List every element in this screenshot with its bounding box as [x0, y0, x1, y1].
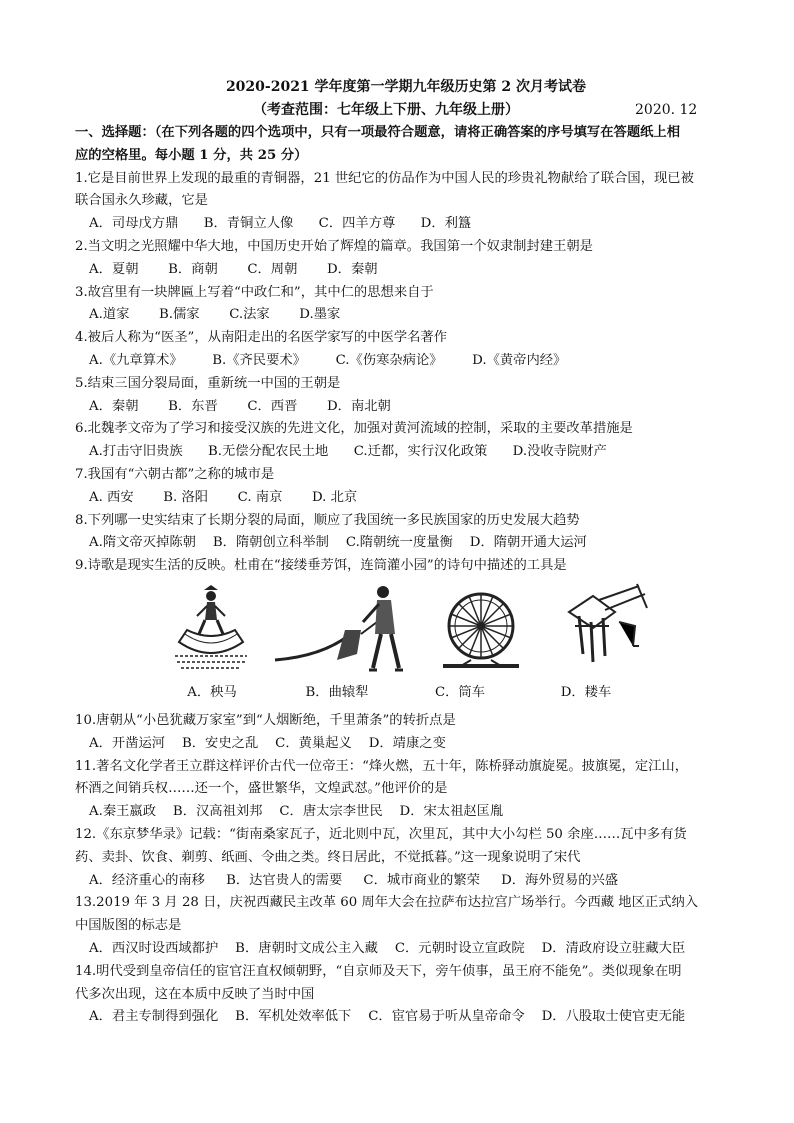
- question-options: A. 西安 B. 洛阳 C. 南京 D. 北京: [89, 489, 358, 505]
- question-stem: 8.下列哪一史实结束了长期分裂的局面，顺应了我国统一多民族国家的历史发展大趋势: [75, 512, 580, 528]
- section-heading-line: 一、选择题：（在下列各题的四个选项中，只有一项最符合题意，请将正确答案的序号填写在答题纸上相: [75, 125, 681, 140]
- section-heading-line: 应的空格里。每小题 1 分，共 25 分）: [75, 147, 308, 163]
- question-stem: 中国版图的标志是: [75, 918, 182, 934]
- q9-image-c: [441, 582, 521, 677]
- question-options: A.秦王嬴政 B．汉高祖刘邦 C．唐太宗李世民 D．宋太祖赵匡胤: [89, 804, 504, 820]
- question: [75, 236, 725, 282]
- exam-title: 2020-2021 学年度第一学期九年级历史第 2 次月考试卷: [225, 79, 587, 95]
- question-stem: 11.著名文化学者王立群这样评价古代一位帝王：“烽火燃，五十年，陈桥驿动旗旋冕。披旗冕，定江山，: [75, 758, 689, 774]
- question-stem: 7.我国有“六朝古都”之称的城市是: [75, 466, 275, 482]
- question-stem: 14.明代受到皇帝信任的宦官汪直权倾朝野，“自京师及天下，旁午侦事，虽王府不能免”。类似现象在明: [75, 963, 682, 979]
- question-options: A．夏朝 B．商朝 C．周朝 D．秦朝: [89, 261, 378, 277]
- question-stem: 10.唐朝从“小邑犹藏万家室”到“人烟断绝，千里萧条”的转折点是: [75, 712, 456, 728]
- question: [75, 824, 725, 892]
- question-stem: 联合国永久珍藏，它是: [75, 193, 208, 209]
- question-stem: 12.《东京梦华录》记载：“街南桑家瓦子，近北则中瓦，次里瓦，其中大小勾栏 50 余座……瓦中多有货: [75, 826, 687, 842]
- exam-page: [75, 76, 725, 1029]
- section-heading: [75, 122, 725, 168]
- q9-caption-a: A．秧马: [187, 684, 237, 700]
- q9-caption-d: D．耧车: [560, 684, 612, 700]
- q9-image-b: [265, 582, 425, 677]
- question-stem: 1.它是目前世界上发现的最重的青铜器，21 世纪它的仿品作为中国人民的珍贵礼物献给了联合国，现已被: [75, 170, 694, 186]
- question-stem: 13.2019 年 3 月 28 日，庆祝西藏民主改革 60 周年大会在拉萨布达拉宫广场举行。今西藏 地区正式纳入: [75, 895, 699, 911]
- question-stem: 杯酒之间销兵权……还一个，盛世繁华，文煌武怼。”他评价的是: [75, 781, 448, 797]
- question: [75, 418, 725, 464]
- question-stem: 4.被后人称为“医圣”，从南阳走出的名医学家写的中医学名著作: [75, 330, 448, 346]
- q9-image-a: [171, 582, 251, 677]
- curved-plough-icon: [265, 582, 425, 677]
- question-stem: 2.当文明之光照耀中华大地，中国历史开始了辉煌的篇章。我国第一个奴隶制封建王朝是: [75, 238, 593, 254]
- question-options: A．开凿运河 B．安史之乱 C．黄巢起义 D．靖康之变: [89, 735, 446, 751]
- question-options: A．君主专制得到强化 B．军机处效率低下 C．宦官易于听从皇帝命令 D．八股取士使官吏无能: [89, 1009, 686, 1025]
- water-wheel-icon: [441, 582, 521, 677]
- question-options: A.打击守旧贵族 B.无偿分配农民土地 C.迁都，实行汉化政策 D.没收寺院财产: [89, 444, 607, 460]
- question-stem: 药、卖卦、饮食、剃剪、纸画、令曲之类。终日居此，不觉抵暮。”这一现象说明了宋代: [75, 849, 581, 865]
- question: [75, 756, 725, 824]
- question-stem: 代多次出现，这在本质中反映了当时中国: [75, 986, 315, 1002]
- exam-scope: （考查范围：七年级上下册、九年级上册）: [253, 102, 519, 118]
- question-stem: 5.结束三国分裂局面，重新统一中国的王朝是: [75, 375, 341, 391]
- q9-caption-c: C．筒车: [434, 684, 486, 700]
- q9-caption-b: B．曲辕犁: [305, 684, 369, 700]
- question: [75, 510, 725, 556]
- question-options: A．司母戊方鼎 B．青铜立人像 C．四羊方尊 D．利簋: [89, 216, 472, 232]
- exam-subtitle: [75, 98, 725, 122]
- question-stem: 3.故宫里有一块牌匾上写着“中政仁和”，其中仁的思想来自于: [75, 284, 434, 300]
- question: [75, 373, 725, 419]
- question: [75, 282, 725, 328]
- question-options: A.《九章算术》 B.《齐民要术》 C.《伤寒杂病论》 D.《黄帝内经》: [89, 352, 567, 368]
- farmer-on-boat-icon: [171, 582, 251, 677]
- question-stem: 6.北魏孝文帝为了学习和接受汉族的先进文化，加强对黄河流域的控制，采取的主要改革措施是: [75, 421, 633, 437]
- question: [75, 710, 725, 756]
- question: [75, 555, 725, 578]
- question-options: A．经济重心的南移 B．达官贵人的需要 C．城市商业的繁荣 D．海外贸易的兴盛: [89, 872, 619, 888]
- question-list: [75, 710, 725, 1029]
- question-options: A.隋文帝灭掉陈朝 B．隋朝创立科举制 C.隋朝统一度量衡 D．隋朝开通大运河: [89, 535, 587, 551]
- question: [75, 464, 725, 510]
- exam-date: 2020. 12: [635, 102, 698, 118]
- question-options: A．秦朝 B．东晋 C．西晋 D．南北朝: [89, 398, 391, 414]
- question: [75, 892, 725, 960]
- question-options: A．西汉时设西域都护 B．唐朝时文成公主入藏 C．元朝时设立宣政院 D．清政府设立驻藏大臣: [89, 940, 686, 956]
- question-stem: 9.诗歌是现实生活的反映。杜甫在“接缕垂芳饵，连筒灌小园”的诗句中描述的工具是: [75, 558, 567, 574]
- q9-image-d: [559, 582, 649, 677]
- question: [75, 168, 725, 236]
- question-list: [75, 168, 725, 578]
- question: [75, 327, 725, 373]
- question-options: A.道家 B.儒家 C.法家 D.墨家: [89, 307, 341, 323]
- seed-drill-icon: [559, 582, 649, 677]
- q9-illustrations: [75, 582, 725, 710]
- question: [75, 961, 725, 1029]
